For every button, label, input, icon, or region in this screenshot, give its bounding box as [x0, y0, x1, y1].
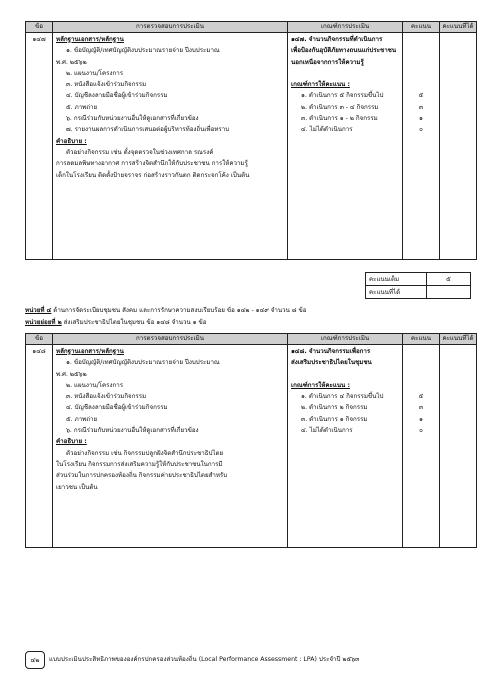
- criteria-line: ส่งเสริมประชาธิปไตยในชุมชน: [291, 359, 372, 367]
- score-value: ๕: [418, 393, 424, 401]
- criteria-cell: [288, 345, 403, 548]
- note-line: ส่วนร่วมในการปกครองท้องถิ่น กิจกรรมค่ายประชาธิปไตยสำหรับ: [56, 472, 228, 480]
- page-footer: [25, 651, 471, 669]
- note-line: ในโรงเรียน กิจกรรมการส่งเสริมความรู้ให้กับประชาชนในการมี: [56, 460, 223, 468]
- unit-text: ด้านการจัดระเบียบชุมชน สังคม และการรักษาความสงบเรียบร้อย ข้อ ๑๔๒ - ๑๔๙ จำนวน ๘ ข้อ: [51, 307, 307, 314]
- evidence-cell: [53, 33, 288, 260]
- score-cell: [403, 33, 440, 260]
- scoring-title: เกณฑ์การให้คะแนน :: [291, 81, 350, 89]
- note-line: ตัวอย่างกิจกรรม เช่น กิจกรรมปลูกฝังจิตสำนึกประชาธิปไตย: [66, 449, 224, 457]
- score-value: ๐: [419, 427, 423, 435]
- scoring-item: ๑. ดำเนินการ ๔ กิจกรรมขึ้นไป: [301, 393, 384, 401]
- evidence-item: ๓. หนังสือแจ้งเข้าร่วมกิจกรรม: [66, 81, 147, 89]
- score-value: ๓: [418, 404, 424, 412]
- criteria-line: ๑๔๘. จำนวนกิจกรรมเพื่อการ: [291, 348, 371, 355]
- score-value: ๓: [418, 103, 424, 111]
- scoring-item: ๓. ดำเนินการ ๑ กิจกรรม: [301, 415, 368, 423]
- header-criteria: เกณฑ์การประเมิน: [288, 22, 403, 33]
- note-title: คำอธิบาย :: [56, 438, 87, 446]
- evidence-item: พ.ศ. ๒๕๖๒: [56, 370, 87, 378]
- subunit-text: ส่งเสริมประชาธิปไตยในชุมชน ข้อ ๑๔๘ จำนวน ๑ ข้อ: [61, 319, 207, 326]
- scoring-item: ๒. ดำเนินการ ๓ - ๔ กิจกรรม: [301, 103, 379, 111]
- obtained-score-value[interactable]: [427, 286, 471, 299]
- evidence-item: ๗. รายงานผลการดำเนินการเสนอต่อผู้บริหารท้องถิ่นเพื่อทราบ: [66, 126, 230, 134]
- score-value: ๑: [419, 115, 423, 123]
- obtained-cell[interactable]: [440, 33, 477, 260]
- note-line: เยาวชน เป็นต้น: [56, 483, 98, 491]
- evidence-item: ๕. ภาพถ่าย: [66, 103, 98, 111]
- score-value: ๐: [419, 126, 423, 134]
- footer-text: แบบประเมินประสิทธิภาพขององค์กรปกครองส่วนท้องถิ่น (Local Performance Assessment : LPA) ประจำปี ๒๕๖๓: [49, 656, 360, 663]
- criteria-line: เพื่อป้องกันอุบัติภัยทางถนนแก่ประชาชน: [291, 47, 397, 55]
- note-line: เด็กในโรงเรียน ติดตั้งป้ายจราจร ก่อสร้างราวกันตก ติดกระจกโค้ง เป็นต้น: [56, 171, 250, 179]
- evidence-item: ๖. กรณีร่วมกับหน่วยงานอื่นให้ดูเอกสารที่เกี่ยวข้อง: [66, 115, 199, 123]
- header-criteria: เกณฑ์การประเมิน: [288, 334, 403, 345]
- scoring-item: ๔. ไม่ได้ดำเนินการ: [301, 126, 353, 134]
- criteria-cell: [288, 33, 403, 260]
- evidence-item: ๑. ข้อบัญญัติ/เทศบัญญัติงบประมาณรายจ่าย ปีงบประมาณ: [66, 359, 220, 367]
- evidence-item: ๒. แผนงาน/โครงการ: [66, 381, 124, 389]
- full-score-value: ๕: [427, 273, 471, 286]
- header-no: ข้อ: [26, 22, 53, 33]
- evidence-title: หลักฐานเอกสาร/หลักฐาน: [56, 36, 124, 43]
- table-row: [26, 33, 477, 260]
- evidence-title: หลักฐานเอกสาร/หลักฐาน: [56, 348, 124, 355]
- item-number: ๑๔๗: [26, 33, 53, 260]
- scoring-item: ๒. ดำเนินการ ๒ กิจกรรม: [301, 404, 368, 412]
- scoring-title: เกณฑ์การให้คะแนน :: [291, 381, 350, 389]
- evidence-item: ๔. บัญชีลงลายมือชื่อผู้เข้าร่วมกิจกรรม: [66, 92, 168, 100]
- score-value: ๑: [419, 415, 423, 423]
- header-item: การตรวจสอบการประเมิน: [53, 334, 288, 345]
- obtained-cell[interactable]: [440, 345, 477, 548]
- table-row: [26, 345, 477, 548]
- note-title: คำอธิบาย :: [56, 137, 87, 145]
- assessment-table-148: [25, 333, 477, 548]
- evidence-cell: [53, 345, 288, 548]
- evidence-item: ๕. ภาพถ่าย: [66, 415, 98, 423]
- evidence-item: ๑. ข้อบัญญัติ/เทศบัญญัติงบประมาณรายจ่าย ปีงบประมาณ: [66, 47, 220, 55]
- header-score: คะแนน: [403, 334, 440, 345]
- evidence-item: ๒. แผนงาน/โครงการ: [66, 69, 124, 77]
- note-line: การลดมลพิษทางอากาศ การสร้างจิตสำนึกให้กับประชาชน การให้ความรู้: [56, 160, 248, 168]
- evidence-item: ๓. หนังสือแจ้งเข้าร่วมกิจกรรม: [66, 393, 147, 401]
- obtained-score-label: คะแนนที่ได้: [366, 286, 427, 299]
- evidence-item: ๖. กรณีร่วมกับหน่วยงานอื่นให้ดูเอกสารที่เกี่ยวข้อง: [66, 427, 199, 435]
- header-item: การตรวจสอบการประเมิน: [53, 22, 288, 33]
- evidence-item: พ.ศ. ๒๕๖๒: [56, 58, 87, 66]
- assessment-table-147: [25, 21, 477, 260]
- score-value: ๕: [418, 92, 424, 100]
- score-summary: [365, 272, 471, 299]
- subunit-heading: [25, 318, 206, 328]
- page-number: ๔๒: [25, 651, 45, 669]
- score-cell: [403, 345, 440, 548]
- full-score-label: คะแนนเต็ม: [366, 273, 427, 286]
- unit-heading: [25, 306, 306, 316]
- note-line: ตัวอย่างกิจกรรม เช่น ตั้งจุดตรวจในช่วงเทศกาล รณรงค์: [66, 148, 214, 156]
- header-obtained: คะแนนที่ได้: [440, 334, 477, 345]
- header-no: ข้อ: [26, 334, 53, 345]
- evidence-item: ๔. บัญชีลงลายมือชื่อผู้เข้าร่วมกิจกรรม: [66, 404, 168, 412]
- scoring-item: ๑. ดำเนินการ ๕ กิจกรรมขึ้นไป: [301, 92, 384, 100]
- item-number: ๑๔๘: [26, 345, 53, 548]
- criteria-line: ๑๔๗. จำนวนกิจกรรมที่ดำเนินการ: [291, 36, 383, 43]
- header-obtained: คะแนนที่ได้: [440, 22, 477, 33]
- subunit-label: หน่วยย่อยที่ ๒: [25, 319, 62, 326]
- scoring-item: ๓. ดำเนินการ ๑ - ๒ กิจกรรม: [301, 115, 378, 123]
- unit-label: หน่วยที่ ๔: [25, 307, 52, 314]
- scoring-item: ๔. ไม่ได้ดำเนินการ: [301, 427, 353, 435]
- criteria-line: นอกเหนือจากการให้ความรู้: [291, 58, 364, 66]
- header-score: คะแนน: [403, 22, 440, 33]
